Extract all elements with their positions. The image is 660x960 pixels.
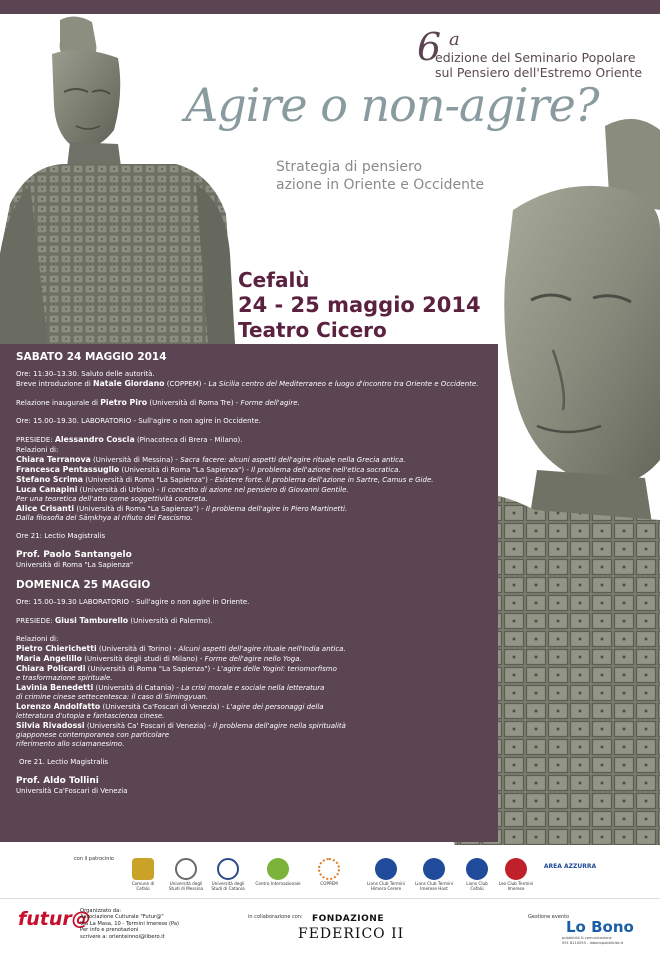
organizer-line: Organizzato da: — [80, 908, 122, 914]
talk-affiliation: (Università di Roma "La Sapienza") - — [74, 505, 206, 513]
talk-item — [16, 702, 486, 712]
intro-title: La Sicilia centro del Mediterraneo e luogo d'incontro tra Oriente e Occidente. — [208, 380, 479, 388]
sunday-keynote-speaker: Prof. Aldo Tollini — [16, 776, 99, 786]
foundation-name: FEDERICO II — [298, 926, 405, 942]
talk-title-cont: giapponese contemporanea con particolare — [16, 731, 170, 739]
sunday-heading: DOMENICA 25 MAGGIO — [16, 579, 151, 591]
talk-title: Esistere forte. Il problema dell'azione in Sartre, Camus e Gide. — [214, 476, 434, 484]
talk-title: La crisi morale e sociale nella letteratura — [181, 684, 325, 692]
talk-title-cont: Per una teoretica dell'atto come soggettività concreta. — [16, 495, 208, 503]
footer-divider — [0, 898, 660, 899]
sunday-evening: Ore 21. Lectio Magistralis — [19, 758, 109, 766]
foundation-label: FONDAZIONE — [312, 914, 384, 924]
talk-subtitle — [16, 712, 486, 721]
event-info — [238, 268, 481, 343]
talk-speaker: Maria Angelillo — [16, 654, 83, 663]
talk-subtitle — [16, 731, 486, 740]
talk-title: Alcuni aspetti dell'agire rituale nell'India antica. — [178, 645, 346, 653]
lobono-info — [562, 936, 658, 945]
chair-affiliation: (Università di Palermo). — [128, 617, 213, 625]
subtitle — [276, 158, 484, 194]
talk-title-cont: di crimine cinese settecentesca: il caso di Simingyuan. — [16, 693, 209, 701]
talk-title: Forme dell'agire nello Yoga. — [204, 655, 302, 663]
saturday-keynote-affiliation: Università di Roma "La Sapienza" — [16, 561, 134, 569]
terracotta-warrior-left-image — [0, 14, 235, 344]
green-badge-icon — [267, 858, 289, 880]
talk-affiliation: (Università di Messina) - — [90, 456, 181, 464]
talk-title: Il problema dell'agire in Piero Martinetti. — [205, 505, 348, 513]
sunday-talks-label: Relazioni di: — [16, 635, 59, 643]
talk-speaker: Luca Canapini — [16, 485, 78, 494]
sunday-talks — [16, 644, 486, 749]
talk-affiliation: (Università di Roma "La Sapienza") - — [119, 466, 252, 474]
chair-name: Alessandro Coscia — [54, 435, 135, 444]
talk-subtitle — [16, 514, 486, 523]
saturday-keynote-speaker: Prof. Paolo Santangelo — [16, 550, 132, 560]
logo-coppem — [314, 858, 344, 886]
intro-affiliation: (COPPEM) - — [164, 380, 209, 388]
logo-label: Università degli Studi di Catania — [211, 881, 245, 891]
organizer-email: scrivere a: orienteinnoi@libero.it — [80, 933, 165, 940]
talk-affiliation: (Università di Roma "La Sapienza") - — [85, 665, 218, 673]
chair-prefix: PRESIEDE: — [16, 436, 55, 444]
logo-unime — [168, 858, 204, 891]
talk-title: L'agire delle Yoginī: teriomorfismo — [217, 665, 337, 673]
logo-label: Università degli Studi di Messina — [168, 881, 204, 891]
edition-number: 6 — [417, 25, 442, 69]
logo-area-azzurra — [540, 864, 600, 869]
talk-title-cont: letteratura d'utopia e fantascienza cinese. — [16, 712, 165, 720]
talk-item — [16, 683, 486, 693]
talk-affiliation: (Università Ca'Foscari di Venezia) - — [100, 703, 227, 711]
logo-lions-himera — [364, 858, 408, 891]
talk-speaker: Stefano Scrima — [16, 475, 84, 484]
talk-item — [16, 664, 486, 674]
saturday-heading: SABATO 24 MAGGIO 2014 — [16, 351, 167, 363]
talk-speaker: Chiara Terranova — [16, 455, 91, 464]
talk-item — [16, 721, 486, 731]
sunday-chair — [16, 616, 486, 626]
talk-affiliation: (Università di Urbino) - — [77, 486, 162, 494]
program — [16, 348, 486, 796]
chair-affiliation: (Pinacoteca di Brera - Milano). — [134, 436, 243, 444]
talk-affiliation: (Università di Catania) - — [93, 684, 182, 692]
edition-line-2: sul Pensiero dell'Estremo Oriente — [435, 65, 643, 80]
logo-label: Leo Club Termini Imerese — [498, 881, 534, 891]
talk-title: Il concetto di azione nel pensiero di Giovanni Gentile. — [161, 486, 349, 494]
main-title: Agire o non-agire? — [185, 78, 599, 132]
logo-label: COPPEM — [320, 881, 338, 886]
intro-prefix: Breve introduzione di — [16, 380, 94, 388]
talk-item — [16, 485, 486, 495]
chair-prefix: PRESIEDE: — [16, 617, 55, 625]
leo-icon — [505, 858, 527, 880]
logo-label: Comune di Cefalù — [131, 881, 155, 891]
organizer-line: Via La Masa, 10 - Termini Imerese (Pa) — [80, 920, 180, 927]
talk-affiliation: (Università Ca' Foscari di Venezia) - — [84, 722, 213, 730]
talk-speaker: Lorenzo Andolfatto — [16, 702, 101, 711]
lobono-tagline: pubblicità & comunicazione — [562, 936, 612, 940]
talk-speaker: Pietro Chierichetti — [16, 644, 97, 653]
talk-subtitle — [16, 693, 486, 702]
top-band — [0, 0, 660, 14]
talk-title: Il problema dell'azione nell'etica socratica. — [251, 466, 401, 474]
event-dates: 24 - 25 maggio 2014 — [238, 293, 481, 317]
coat-of-arms-icon — [132, 858, 154, 880]
saturday-opening — [16, 370, 486, 389]
logo-label: Lions Club Termini Himera Cerere — [366, 881, 406, 891]
futura-logo: futur@ — [18, 908, 91, 930]
logo-unict — [210, 858, 246, 891]
talk-title: Il problema dell'agire nella spiritualità — [213, 722, 346, 730]
talk-speaker: Chiara Policardi — [16, 664, 86, 673]
sunday-lab: Ore: 15.00–19.30 LABORATORIO - Sull'agire o non agire in Oriente. — [16, 598, 250, 606]
lobono-contact: 091 8110055 - lobonopubblicita.it — [562, 940, 623, 945]
talk-title-cont: Dalla filosofia del Sāṃkhya al rifiuto del Fascismo. — [16, 514, 193, 522]
saturday-lab: Ore: 15.00–19.30. LABORATORIO - Sull'agire o non agire in Occidente. — [16, 417, 261, 425]
talk-subtitle — [16, 740, 486, 749]
logo-label: Lions Club Cefalù — [466, 881, 488, 891]
talk-item — [16, 455, 486, 465]
talk-speaker: Francesca Pentassuglio — [16, 465, 120, 474]
talk-affiliation: (Università di Roma "La Sapienza") - — [83, 476, 215, 484]
opening-time: Ore: 11:30–13.30. Saluto delle autorità. — [16, 370, 155, 378]
saturday-talks — [16, 455, 486, 523]
talk-item — [16, 644, 486, 654]
university-seal-icon — [217, 858, 239, 880]
saturday-chair — [16, 435, 486, 445]
talk-item — [16, 475, 486, 485]
inaugural-affiliation: (Università di Roma Tre) - — [147, 399, 241, 407]
subtitle-line-2: azione in Oriente e Occidente — [276, 177, 485, 193]
organizer-line: Associazione Culturale "Futur@" — [80, 914, 164, 921]
inaugural-title: Forme dell'agire. — [240, 399, 300, 407]
talk-item — [16, 465, 486, 475]
saturday-evening: Ore 21: Lectio Magistralis — [16, 532, 106, 540]
talk-affiliation: (Università degli studi di Milano) - — [82, 655, 205, 663]
intro-line — [16, 379, 486, 389]
lions-icon — [423, 858, 445, 880]
patronage-label: con il patrocinio — [74, 856, 114, 862]
saturday-talks-label: Relazioni di: — [16, 446, 59, 454]
logo-comune-cefalu — [128, 858, 158, 891]
talk-affiliation: (Università di Torino) - — [96, 645, 179, 653]
sunday-keynote-affiliation: Università Ca'Foscari di Venezia — [16, 787, 128, 795]
edition-line-1: edizione del Seminario Popolare — [435, 50, 636, 65]
logo-label: Centro Internazionale — [255, 881, 301, 886]
talk-item — [16, 504, 486, 514]
logo-lions-termini — [412, 858, 456, 891]
logo-label: Lions Club Termini Imerese Host — [414, 881, 454, 891]
inaugural-line — [16, 398, 486, 408]
coppem-ring-icon — [318, 858, 340, 880]
lions-icon — [466, 858, 488, 880]
logo-centro — [250, 858, 306, 886]
talk-title: Sacra facere: alcuni aspetti dell'agire rituale nella Grecia antica. — [180, 456, 406, 464]
collaboration-label: in collaborazione con: — [248, 914, 303, 920]
logo-label: AREA AZZURRA — [543, 863, 597, 870]
talk-subtitle — [16, 495, 486, 504]
intro-speaker: Natale Giordano — [93, 379, 165, 388]
event-city: Cefalù — [238, 268, 310, 292]
inaugural-speaker: Pietro Piro — [100, 398, 148, 407]
lobono-logo: Lo Bono — [566, 918, 634, 936]
subtitle-line-1: Strategia di pensiero — [276, 159, 423, 175]
talk-speaker: Silvia Rivadossi — [16, 721, 85, 730]
talk-title-cont: riferimento allo sciamanesimo. — [16, 740, 125, 748]
chair-name: Giusi Tamburello — [54, 616, 129, 625]
logo-leo-club — [498, 858, 534, 891]
event-venue: Teatro Cicero — [238, 318, 387, 342]
edition-superscript: a — [449, 29, 460, 50]
university-seal-icon — [175, 858, 197, 880]
inaugural-prefix: Relazione inaugurale di — [16, 399, 101, 407]
talk-speaker: Lavinia Benedetti — [16, 683, 94, 692]
lions-icon — [375, 858, 397, 880]
talk-item — [16, 654, 486, 664]
organizer-line: Per info e prenotazioni — [80, 927, 139, 934]
organizer-info — [80, 908, 220, 940]
logo-lions-cefalu — [460, 858, 494, 891]
talk-title: L'agire dei personaggi della — [226, 703, 324, 711]
manager-label: Gestione evento — [528, 914, 570, 920]
talk-subtitle — [16, 674, 486, 683]
talk-speaker: Alice Crisanti — [16, 504, 75, 513]
talk-title-cont: e trasformazione spirituale. — [16, 674, 113, 682]
